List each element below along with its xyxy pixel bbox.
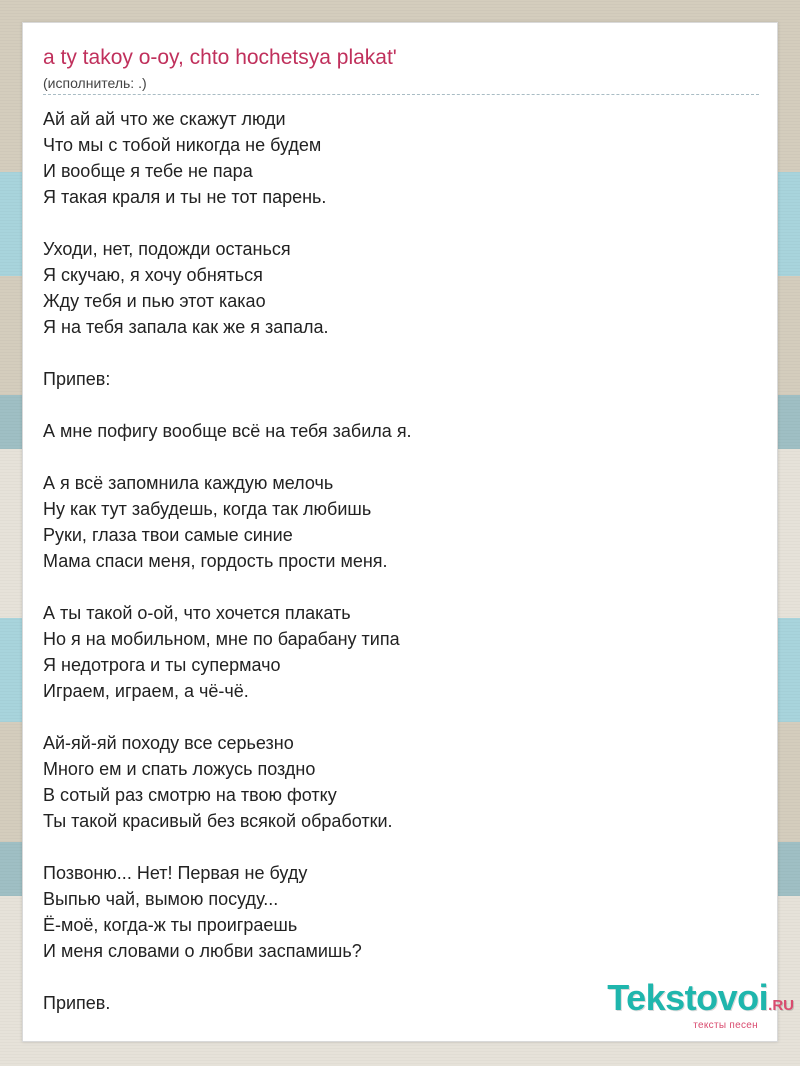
lyric-line: Играем, играем, а чё-чё. <box>43 681 249 701</box>
lyric-line: Я скучаю, я хочу обняться <box>43 265 263 285</box>
logo-tld: .RU <box>768 997 794 1014</box>
lyrics-card <box>22 22 778 1042</box>
lyric-line: А ты такой о-ой, что хочется плакать <box>43 603 351 623</box>
lyric-line: Ай ай ай что же скажут люди <box>43 109 286 129</box>
stanza <box>43 418 759 444</box>
lyrics-body <box>43 106 759 1016</box>
lyric-line: И вообще я тебе не пара <box>43 161 253 181</box>
chorus-label: Припев. <box>43 993 111 1013</box>
lyric-line: Много ем и спать ложусь поздно <box>43 759 316 779</box>
stanza <box>43 366 759 392</box>
lyric-line: Ну как тут забудешь, когда так любишь <box>43 499 372 519</box>
stanza <box>43 730 759 834</box>
chorus-label: Припев: <box>43 369 111 389</box>
song-title: a ty takoy o-oy, chto hochetsya plakat' <box>43 46 397 69</box>
stanza <box>43 860 759 964</box>
lyric-line: Руки, глаза твои самые синие <box>43 525 293 545</box>
lyric-line: Ты такой красивый без всякой обработки. <box>43 811 393 831</box>
stanza <box>43 470 759 574</box>
divider <box>43 94 759 95</box>
lyric-line: Жду тебя и пью этот какао <box>43 291 266 311</box>
logo-name: Tekstovoi <box>607 977 769 1018</box>
logo-wordmark <box>574 978 794 1026</box>
lyric-line: Выпью чай, вымою посуду... <box>43 889 279 909</box>
lyric-line: Ай-яй-яй походу все серьезно <box>43 733 294 753</box>
stanza <box>43 236 759 340</box>
lyric-line: Мама спаси меня, гордость прости меня. <box>43 551 388 571</box>
lyric-line: Ё-моё, когда-ж ты проиграешь <box>43 915 298 935</box>
lyric-line: Я такая краля и ты не тот парень. <box>43 187 327 207</box>
stanza <box>43 106 759 210</box>
lyric-line: Я на тебя запала как же я запала. <box>43 317 329 337</box>
lyric-line: А я всё запомнила каждую мелочь <box>43 473 334 493</box>
lyric-line: Позвоню... Нет! Первая не буду <box>43 863 308 883</box>
lyric-line: Я недотрога и ты супермачо <box>43 655 281 675</box>
lyric-line: А мне пофигу вообще всё на тебя забила я. <box>43 421 412 441</box>
lyric-line: Уходи, нет, подожди останься <box>43 239 291 259</box>
lyric-line: В сотый раз смотрю на твою фотку <box>43 785 337 805</box>
lyric-line: Но я на мобильном, мне по барабану типа <box>43 629 400 649</box>
logo-tagline: тексты песен <box>693 1020 758 1031</box>
lyric-line: Что мы с тобой никогда не будем <box>43 135 322 155</box>
site-logo[interactable] <box>574 978 794 1031</box>
artist-subtitle: (исполнитель: .) <box>43 75 147 91</box>
lyric-line: И меня словами о любви заспамишь? <box>43 941 362 961</box>
stanza <box>43 600 759 704</box>
